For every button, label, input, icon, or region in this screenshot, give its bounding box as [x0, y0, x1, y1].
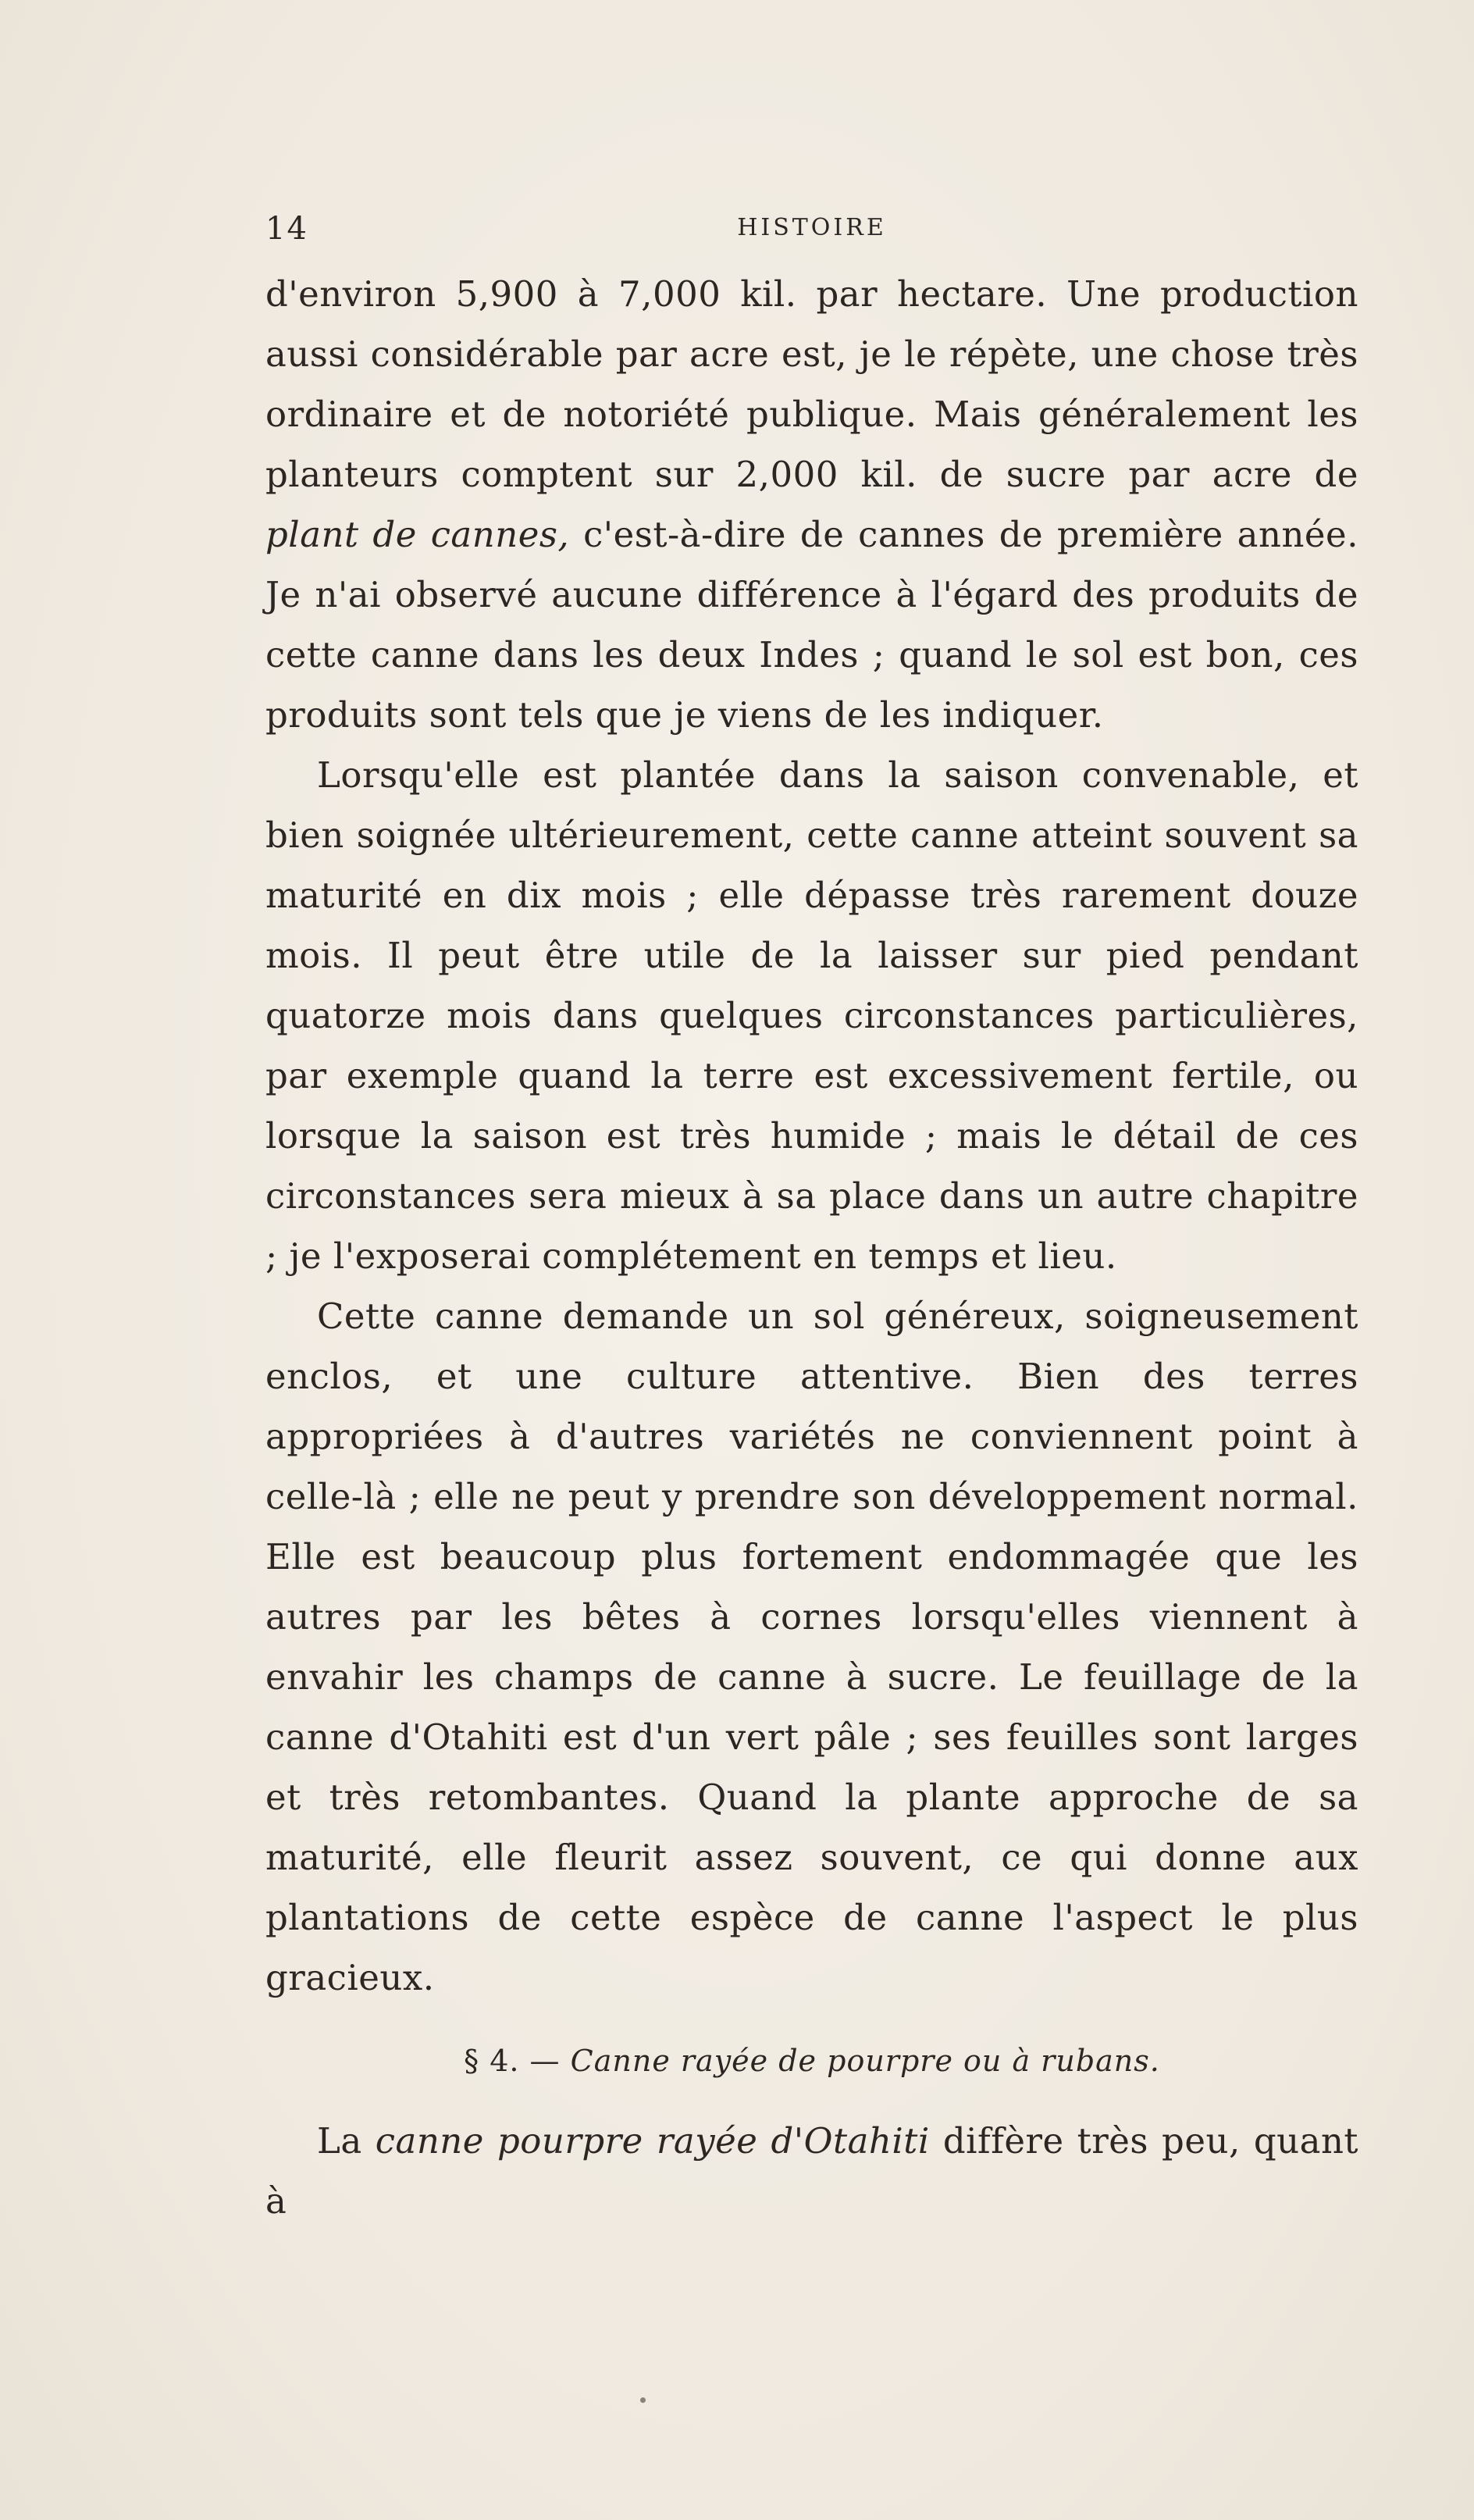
- paragraph-1-part-2: c'est-à-dire de cannes de première année. Je n'ai observé aucune différence à l'égard des produits de cette canne dans les deux Indes ; quand le sol est bon, ces produits sont tels que je viens de les indiquer.: [265, 514, 1358, 736]
- paragraph-2: Lorsqu'elle est plantée dans la saison convenable, et bien soignée ultérieurement, cette canne atteint souvent sa maturité en dix mois ; elle dépasse très rarement douze mois. Il peut être utile de la laisser sur pied pendant quatorze mois dans quelques circonstances particulières, par exemple quand la terre est excessivement fertile, ou lorsque la saison est très humide ; mais le détail de ces circonstances sera mieux à sa place dans un autre chapitre ; je l'exposerai complétement en temps et lieu.: [265, 754, 1358, 1277]
- paragraph-4-rest: diffère très peu, quant à: [265, 2120, 1359, 2222]
- section-heading: [265, 2044, 1358, 2078]
- paragraph-4: [265, 2111, 1358, 2231]
- running-head: [265, 211, 1358, 258]
- paragraph-4-italic: canne pourpre rayée d'Otahiti: [375, 2120, 930, 2162]
- paragraph-1: [265, 264, 1358, 745]
- paper-speck: [640, 2397, 646, 2403]
- running-title: HISTOIRE: [737, 214, 887, 241]
- paragraph-1-part-1: d'environ 5,900 à 7,000 kil. par hectare. Une production aussi considérable par acre est, je le répète, une chose très ordinaire et de notoriété publique. Mais généralement les planteurs comptent sur 2,000 kil. de sucre par acre de: [265, 273, 1358, 495]
- body-text: [265, 264, 1358, 2231]
- paragraph-3: Cette canne demande un sol généreux, soigneusement enclos, et une culture attentive. Bien des terres appropriées à d'autres variétés ne conviennent point à celle-là ; elle ne peut y prendre son développement normal. Elle est beaucoup plus fortement endommagée que les autres par les bêtes à cornes lorsqu'elles viennent à envahir les champs de canne à sucre. Le feuillage de la canne d'Otahiti est d'un vert pâle ; ses feuilles sont larges et très retombantes. Quand la plante approche de sa maturité, elle fleurit assez souvent, ce qui donne aux plantations de cette espèce de canne l'aspect le plus gracieux.: [265, 1296, 1358, 1998]
- page-number: 14: [265, 211, 308, 247]
- paragraph-1-italic: plant de cannes,: [265, 514, 570, 555]
- paragraph-4-lead: La: [317, 2120, 376, 2162]
- section-title: Canne rayée de pourpre ou à rubans.: [570, 2044, 1160, 2078]
- book-page: [265, 211, 1358, 2231]
- section-number: § 4. —: [464, 2044, 561, 2078]
